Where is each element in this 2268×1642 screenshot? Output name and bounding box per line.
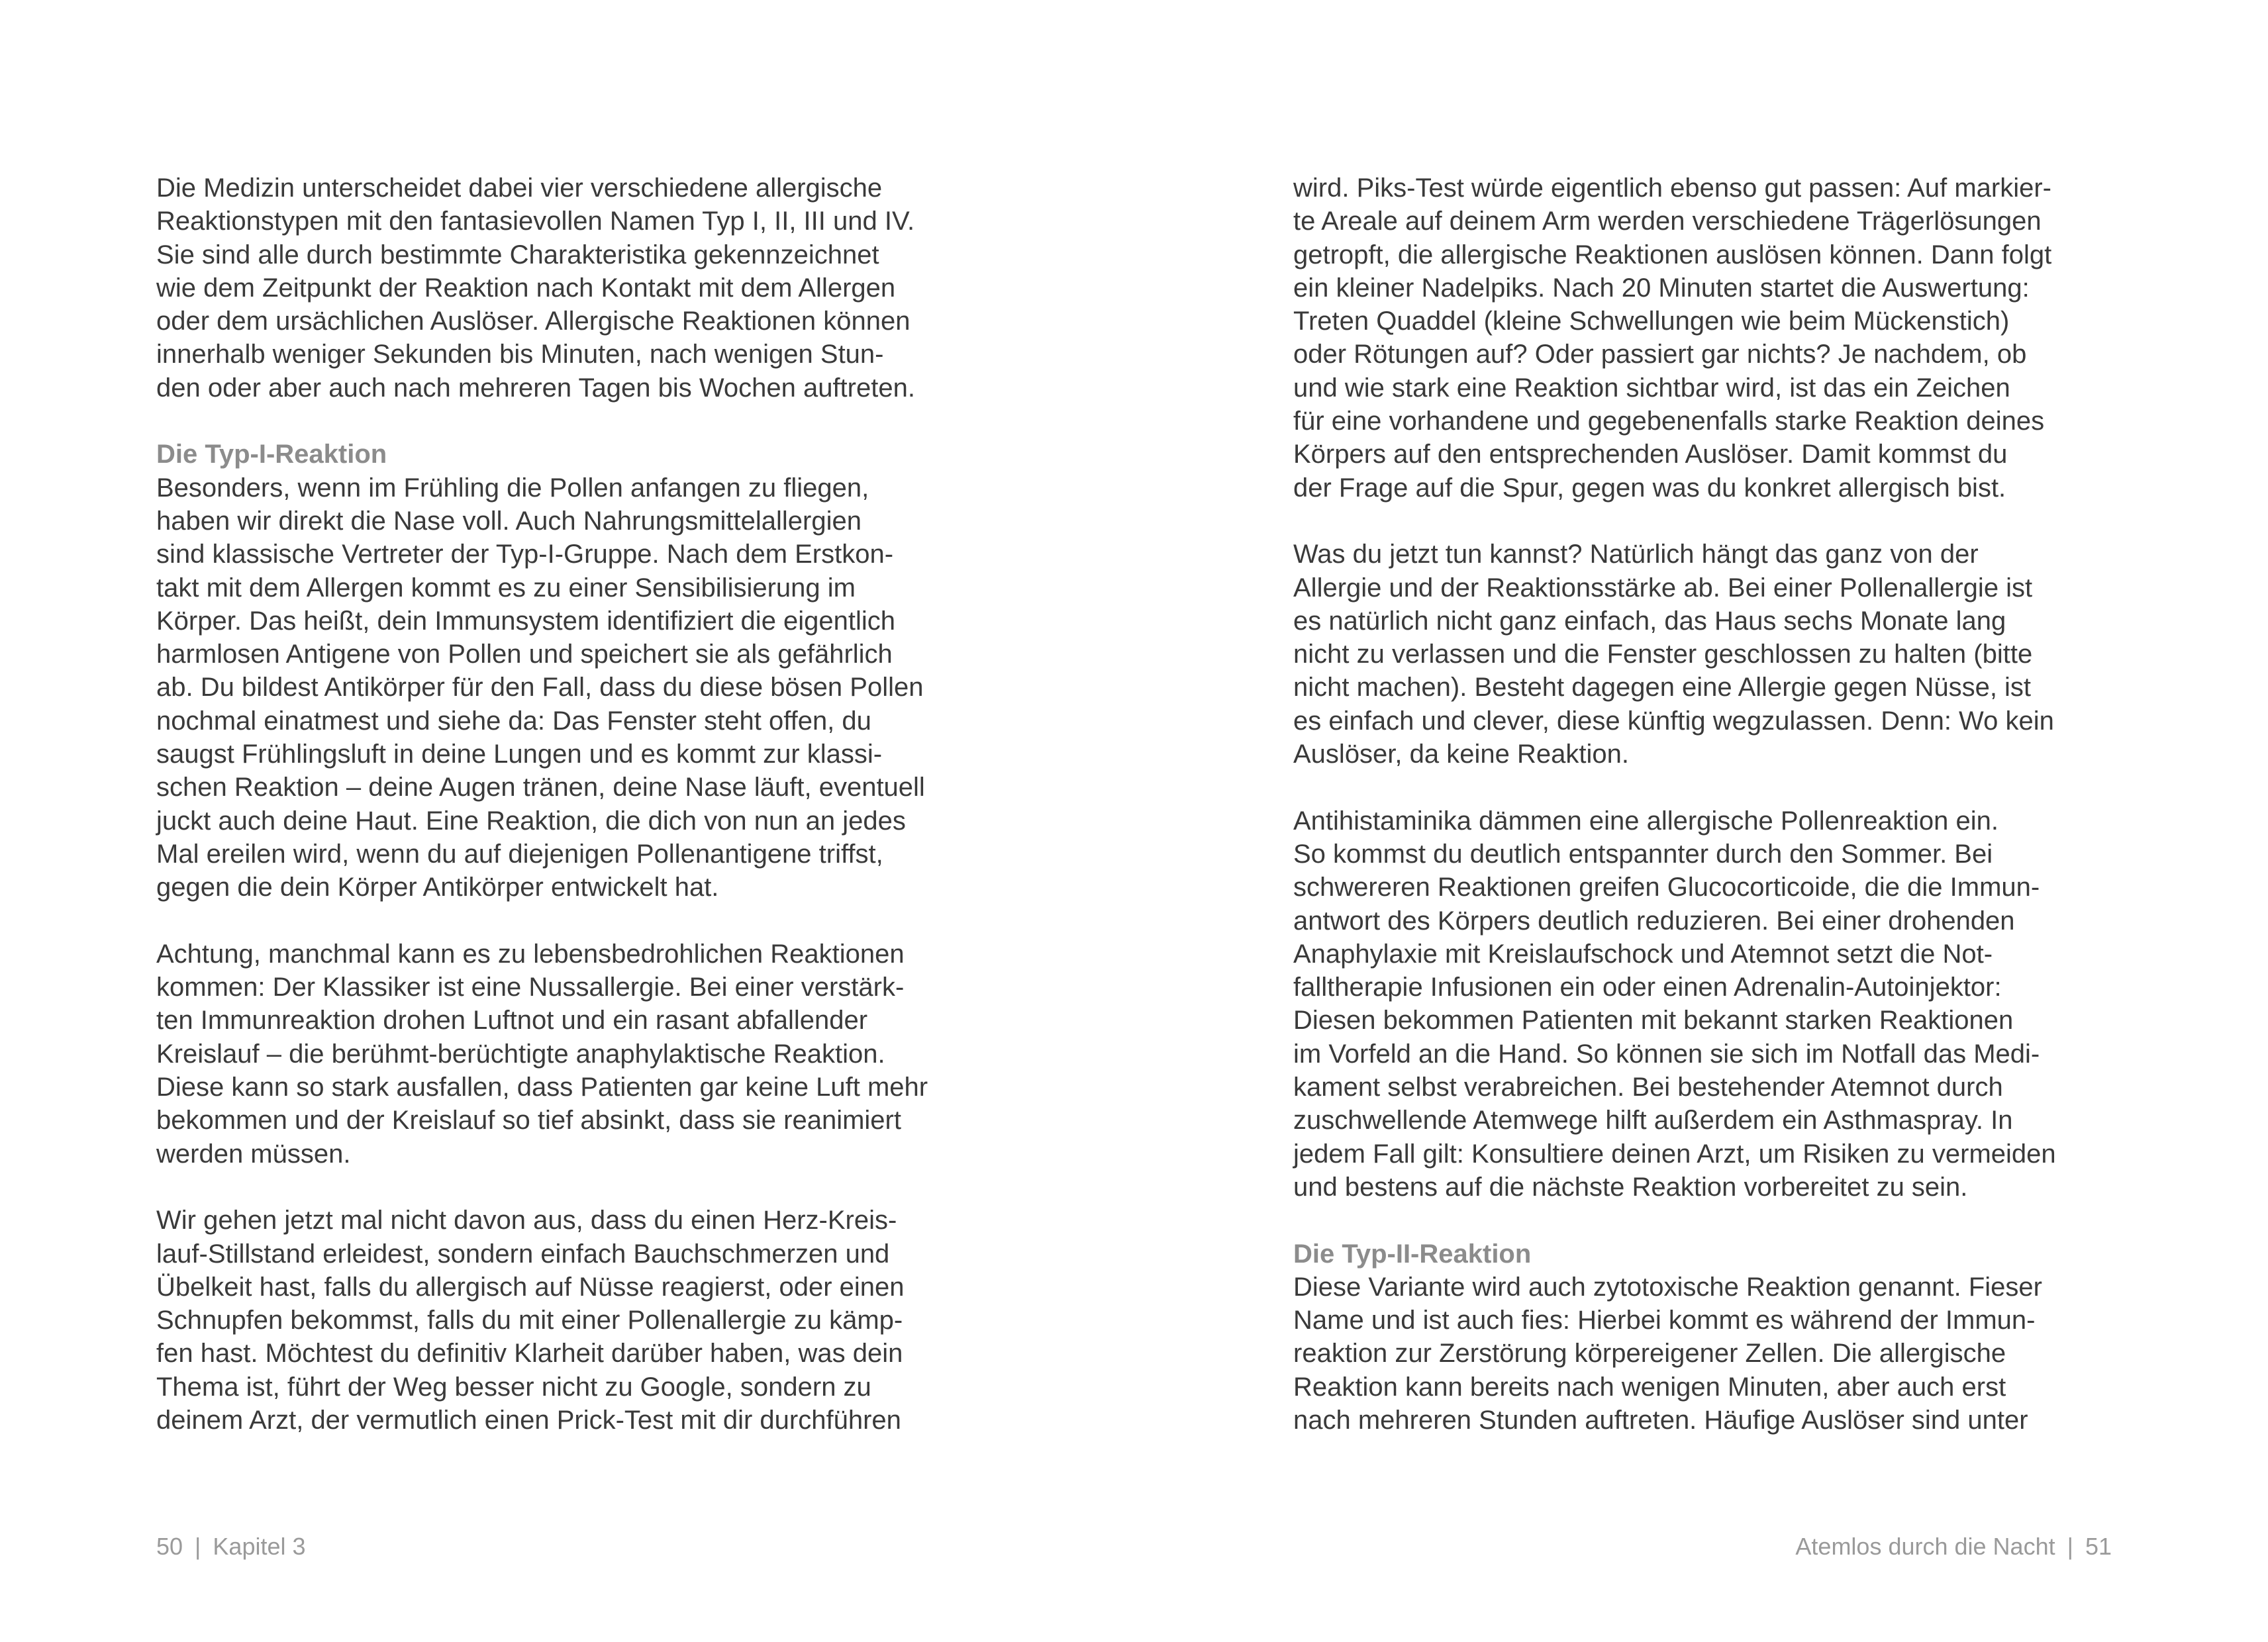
text-line: schen Reaktion – deine Augen tränen, deine Nase läuft, eventuell [156, 773, 925, 802]
text-line: Antihistaminika dämmen eine allergische Pollenreaktion ein. [1293, 806, 1999, 836]
text-line: takt mit dem Allergen kommt es zu einer Sensibilisierung im [156, 573, 856, 603]
text-line: und bestens auf die nächste Reaktion vorbereitet zu sein. [1293, 1172, 1968, 1202]
text-line: saugst Frühlingsluft in deine Lungen und es kommt zur klassi- [156, 740, 883, 769]
text-line: juckt auch deine Haut. Eine Reaktion, die dich von nun an jedes [156, 806, 906, 836]
right-page-footer [1795, 1533, 2112, 1561]
text-line: reaktion zur Zerstörung körpereigener Zellen. Die allergische [1293, 1339, 2006, 1369]
text-line: den oder aber auch nach mehreren Tagen bis Wochen auftreten. [156, 373, 915, 403]
text-line: Kreislauf – die berühmt-berüchtigte anaphylaktische Reaktion. [156, 1039, 885, 1069]
text-line: sind klassische Vertreter der Typ-I-Gruppe. Nach dem Erstkon- [156, 540, 894, 569]
text-line: wie dem Zeitpunkt der Reaktion nach Kontakt mit dem Allergen [156, 273, 896, 303]
text-line: der Frage auf die Spur, gegen was du konkret allergisch bist. [1293, 473, 2006, 503]
text-line: Diese Variante wird auch zytotoxische Reaktion genannt. Fieser [1293, 1272, 2042, 1302]
text-line: getropft, die allergische Reaktionen auslösen können. Dann folgt [1293, 240, 2052, 269]
text-line: falltherapie Infusionen ein oder einen Adrenalin-Autoinjektor: [1293, 973, 2002, 1002]
text-line: Diesen bekommen Patienten mit bekannt starken Reaktionen [1293, 1006, 2014, 1036]
text-line: kommen: Der Klassiker ist eine Nussallergie. Bei einer verstärk- [156, 973, 905, 1002]
text-line: Anaphylaxie mit Kreislaufschock und Atemnot setzt die Not- [1293, 939, 1993, 969]
text-line: Wir gehen jetzt mal nicht davon aus, dass du einen Herz-Kreis- [156, 1206, 897, 1235]
text-line: innerhalb weniger Sekunden bis Minuten, nach wenigen Stun- [156, 340, 884, 369]
section-heading-typ1: Die Typ-I-Reaktion [156, 440, 387, 469]
text-line: nach mehreren Stunden auftreten. Häufige Auslöser sind unter [1293, 1405, 2028, 1435]
text-line: haben wir direkt die Nase voll. Auch Nahrungsmittelallergien [156, 506, 862, 536]
text-line: Körper. Das heißt, dein Immunsystem identifiziert die eigentlich [156, 606, 896, 636]
text-line: Die Medizin unterscheidet dabei vier verschiedene allergische [156, 173, 883, 203]
text-line: schwereren Reaktionen greifen Glucocorticoide, die die Immun- [1293, 873, 2040, 902]
text-line: ten Immunreaktion drohen Luftnot und ein rasant abfallender [156, 1006, 868, 1036]
text-line: Reaktionstypen mit den fantasievollen Namen Typ I, II, III und IV. [156, 207, 915, 236]
text-line: für eine vorhandene und gegebenenfalls starke Reaktion deines [1293, 407, 2045, 436]
footer-separator: | [195, 1533, 201, 1560]
text-line: Reaktion kann bereits nach wenigen Minuten, aber auch erst [1293, 1372, 2006, 1402]
text-line: oder Rötungen auf? Oder passiert gar nichts? Je nachdem, ob [1293, 340, 2027, 369]
text-line: und wie stark eine Reaktion sichtbar wird, ist das ein Zeichen [1293, 373, 2010, 403]
text-line: Übelkeit hast, falls du allergisch auf Nüsse reagierst, oder einen [156, 1272, 905, 1302]
text-line: werden müssen. [156, 1139, 351, 1169]
paragraph-gap [156, 904, 1017, 938]
text-line: Treten Quaddel (kleine Schwellungen wie beim Mückenstich) [1293, 307, 2010, 336]
page-number-left: 50 [156, 1533, 183, 1560]
left-page-footer [156, 1533, 306, 1561]
text-line: harmlosen Antigene von Pollen und speichert sie als gefährlich [156, 640, 893, 669]
chapter-label: Kapitel 3 [213, 1533, 306, 1560]
text-line: jedem Fall gilt: Konsultiere deinen Arzt, um Risiken zu vermeiden [1293, 1139, 2056, 1169]
text-line: Name und ist auch fies: Hierbei kommt es während der Immun- [1293, 1306, 2036, 1335]
paragraph-gap [1293, 771, 2154, 804]
paragraph-gap [156, 405, 1017, 438]
text-line: oder dem ursächlichen Auslöser. Allergische Reaktionen können [156, 307, 911, 336]
right-page-text [1293, 171, 2154, 1437]
section-heading-typ2: Die Typ-II-Reaktion [1293, 1239, 1532, 1269]
left-page-text [156, 171, 1017, 1437]
text-line: nicht machen). Besteht dagegen eine Allergie gegen Nüsse, ist [1293, 673, 2032, 702]
text-line: Thema ist, führt der Weg besser nicht zu Google, sondern zu [156, 1372, 871, 1402]
text-line: Sie sind alle durch bestimmte Charakteristika gekennzeichnet [156, 240, 879, 269]
footer-separator: | [2067, 1533, 2073, 1560]
text-line: bekommen und der Kreislauf so tief absinkt, dass sie reanimiert [156, 1106, 901, 1135]
text-line: Diese kann so stark ausfallen, dass Patienten gar keine Luft mehr [156, 1073, 928, 1102]
text-line: Achtung, manchmal kann es zu lebensbedrohlichen Reaktionen [156, 939, 905, 969]
text-line: zuschwellende Atemwege hilft außerdem ein Asthmaspray. In [1293, 1106, 2013, 1135]
text-line: nochmal einatmest und siehe da: Das Fenster steht offen, du [156, 706, 871, 736]
text-line: lauf-Stillstand erleidest, sondern einfach Bauchschmerzen und [156, 1239, 890, 1269]
text-line: Besonders, wenn im Frühling die Pollen anfangen zu fliegen, [156, 473, 869, 503]
paragraph-gap [1293, 505, 2154, 538]
text-line: Auslöser, da keine Reaktion. [1293, 740, 1629, 769]
text-line: Körpers auf den entsprechenden Auslöser. Damit kommst du [1293, 440, 2008, 469]
text-line: deinem Arzt, der vermutlich einen Prick-Test mit dir durchführen [156, 1405, 901, 1435]
text-line: Mal ereilen wird, wenn du auf diejenigen Pollenantigene triffst, [156, 839, 883, 869]
text-line: nicht zu verlassen und die Fenster geschlossen zu halten (bitte [1293, 640, 2033, 669]
text-line: gegen die dein Körper Antikörper entwickelt hat. [156, 873, 719, 902]
text-line: im Vorfeld an die Hand. So können sie sich im Notfall das Medi- [1293, 1039, 2040, 1069]
paragraph-gap [156, 1171, 1017, 1204]
book-title: Atemlos durch die Nacht [1795, 1533, 2055, 1560]
page-number-right: 51 [2085, 1533, 2112, 1560]
text-line: ab. Du bildest Antikörper für den Fall, dass du diese bösen Pollen [156, 673, 924, 702]
text-line: Was du jetzt tun kannst? Natürlich hängt das ganz von der [1293, 540, 1979, 569]
text-line: Schnupfen bekommst, falls du mit einer Pollenallergie zu kämp- [156, 1306, 903, 1335]
text-line: es natürlich nicht ganz einfach, das Haus sechs Monate lang [1293, 606, 2006, 636]
text-line: ein kleiner Nadelpiks. Nach 20 Minuten startet die Auswertung: [1293, 273, 2030, 303]
text-line: antwort des Körpers deutlich reduzieren. Bei einer drohenden [1293, 906, 2015, 936]
text-line: es einfach und clever, diese künftig wegzulassen. Denn: Wo kein [1293, 706, 2054, 736]
text-line: wird. Piks-Test würde eigentlich ebenso gut passen: Auf markier- [1293, 173, 2051, 203]
text-line: fen hast. Möchtest du definitiv Klarheit darüber haben, was dein [156, 1339, 903, 1369]
text-line: Allergie und der Reaktionsstärke ab. Bei einer Pollenallergie ist [1293, 573, 2033, 603]
text-line: So kommst du deutlich entspannter durch den Sommer. Bei [1293, 839, 1993, 869]
text-line: kament selbst verabreichen. Bei bestehender Atemnot durch [1293, 1073, 2003, 1102]
text-line: te Areale auf deinem Arm werden verschiedene Trägerlösungen [1293, 207, 2042, 236]
paragraph-gap [1293, 1204, 2154, 1237]
